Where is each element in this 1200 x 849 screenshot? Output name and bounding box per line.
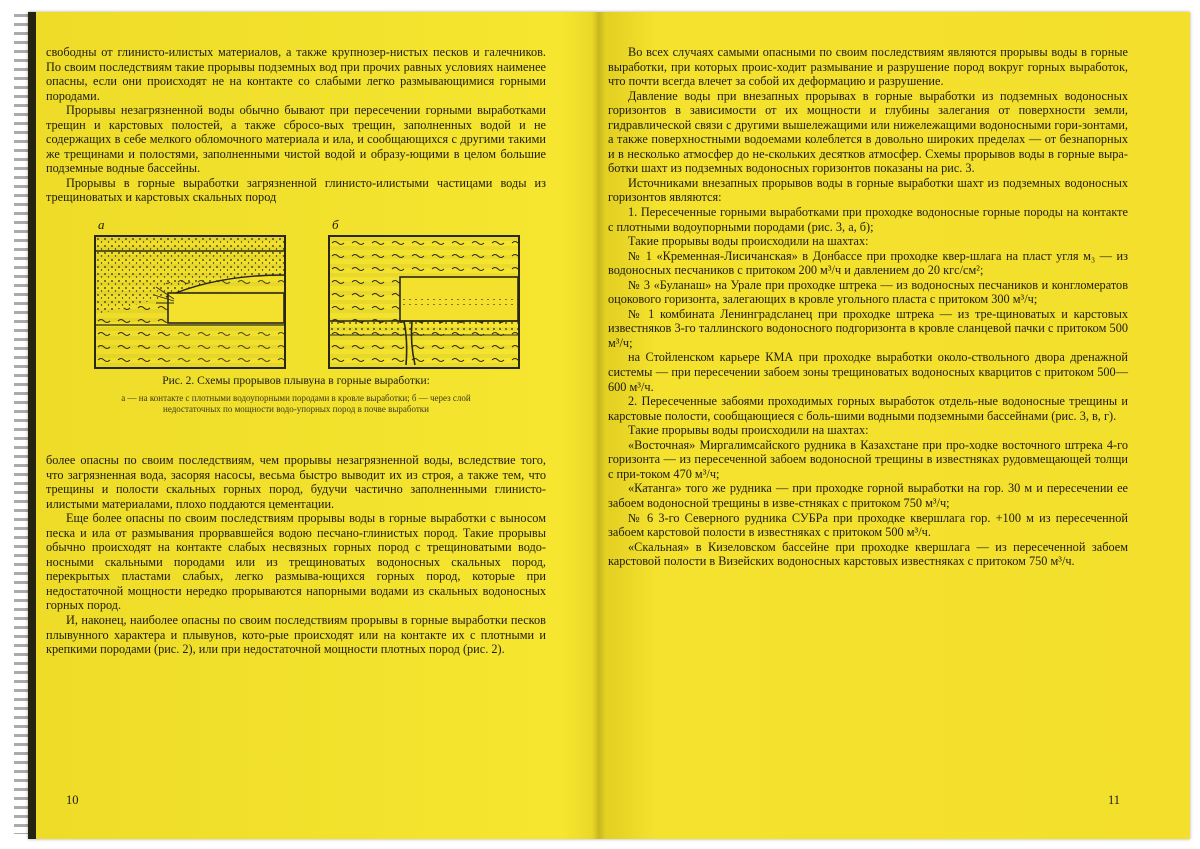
- right-text-block: [608, 45, 1128, 569]
- figure-caption-text: а — на контакте с плотными водоупорными породами в кровле выработки; б — через слой недостаточных по мощности водо-упорных пород в почве выработки: [121, 393, 471, 415]
- right-paragraph: «Восточная» Миргалимсайского рудника в Казахстане при про-ходке восточного штрека 4-го горизонта — из пересеченной забоем водоносной трещины в известняках рудовмещающей толщи с при-током 470 м³/ч;: [608, 437, 1128, 481]
- diagram-a: [96, 237, 284, 367]
- left-paragraph: И, наконец, наиболее опасны по своим последствиям прорывы в горные выработки песков плывунного характера и плывунов, кото-рые происходят или на контакте их с плотными и крепкими породами (рис. 2), или при недостаточной мощности плотных пород (рис. 2).: [46, 613, 546, 657]
- diagram-b: [330, 237, 518, 367]
- right-paragraph: Давление воды при внезапных прорывах в горные выработки из подземных водоносных горизонтов в зависимости от их мощности и глубины залегания от поверхности земли, гидравлической связи с другими вышележащими или нижележащими водоносными гори-зонтами, а также поверхностными водоемами колеблется в довольно широких пределах — от безнапорных и в несколько атмосфер до не-скольких десятков атмосфер. Схемы прорывов воды в горные выра-ботки шахт из подземных водоносных горизонтов показаны на рис. 3.: [608, 88, 1128, 176]
- right-paragraph: «Катанга» того же рудника — при проходке горной выработки на гор. 30 м и пересечении ее забоем водоносной трещины в изве-стняках с притоком 750 м³/ч;: [608, 481, 1128, 510]
- left-paragraph: более опасны по своим последствиям, чем прорывы незагрязненной воды, вследствие того, что загрязненная вода, засоряя насосы, весьма быстро выводит их из строя, а также тем, что трещины и полости скальных горных пород, будучи частично заполненными глинисто-илистыми материалами, плохо поддаются цементации.: [46, 453, 546, 511]
- left-page: [46, 45, 546, 825]
- page-edge-shadow: [28, 12, 36, 839]
- left-paragraph: Прорывы незагрязненной воды обычно бывают при пересечении горными выработками трещин и карстовых полостей, а также сбросо-вых трещин, заполненных водой и не содержащих в себе мелкого обломочного материала и ила, и сообщающихся с другими такими же трещинами и полостями, заполненными чистой водой и образу-ющими в целом большие подземные водные бассейны.: [46, 103, 546, 176]
- left-paragraph: Еще более опасны по своим последствиям прорывы воды в горные выработки с выносом песка и ила от размывания прорвавшейся водою песчано-глинистых пород. Такие прорывы обычно происходят на контакте слабых несвязных горных пород с трещиноватыми водо-носными скальными породами или из трещиноватых водоносных скальных пород, перекрытых пластами слабых, легко размыва-ющихся горных пород, которые при недостаточной мощности нередко прорываются напорными водами из скальных водоносных горных пород.: [46, 511, 546, 613]
- figure-label-a: а: [98, 217, 105, 233]
- figure-2: [46, 217, 546, 445]
- figure-caption-title: Рис. 2. Схемы прорывов плывуна в горные выработки:: [162, 375, 430, 388]
- right-paragraph: № 3 «Буланаш» на Урале при проходке штрека — из водоносных песчаников и конгломератов оцокового горизонта, залегающих в кровле угольного пласта с притоком 300 м³/ч;: [608, 277, 1128, 307]
- left-paragraph: Прорывы в горные выработки загрязненной глинисто-илистыми частицами воды из трещиноватых и карстовых скальных пород: [46, 175, 546, 205]
- right-paragraph: 2. Пересеченные забоями проходимых горных выработок отдель-ные водоносные трещины и карстовые полости, сообщающиеся с боль-шими водными подземными бассейнами (рис. 3, в, г).: [608, 394, 1128, 423]
- left-paragraph: свободны от глинисто-илистых материалов, а также крупнозер-нистых песков и галечников. По своим последствиям такие прорывы подземных вод при прочих равных условиях наименее опасны, если они происходят не на контакте со слабыми легко размывающимися горными породами.: [46, 45, 546, 103]
- figure-panel-a: [94, 235, 286, 369]
- right-paragraph: Такие прорывы воды происходили на шахтах:: [628, 234, 869, 249]
- right-paragraph: Такие прорывы воды происходили на шахтах:: [628, 423, 869, 438]
- right-paragraph: 1. Пересеченные горными выработками при проходке водоносные горные породы на контакте с плотными водоупорными породами (рис. 3, а, б);: [608, 205, 1128, 234]
- right-paragraph: Источниками внезапных прорывов воды в горные выработки шахт из подземных водоносных горизонтов являются:: [608, 175, 1128, 205]
- right-paragraph: № 6 3-го Северного рудника СУБРа при проходке квершлага гор. +100 м из пересеченной забоем карстовой полости в известняках с притоком 500 м³/ч.: [608, 510, 1128, 540]
- page-number-left: 10: [66, 793, 79, 807]
- right-paragraph: «Скальная» в Кизеловском бассейне при проходке квершлага — из пересеченной забоем карстовой полости в Визейских водоносных карстовых известняках с притоком 750 м³/ч.: [608, 539, 1128, 569]
- figure-caption: [46, 375, 546, 415]
- figure-panel-b: [328, 235, 520, 369]
- right-paragraph: Во всех случаях самыми опасными по своим последствиям являются прорывы воды в горные выработки, при которых проис-ходит размывание и разрушение пород вокруг горных выработок, что почти всегда влечет за собой их деформацию и разрушение.: [608, 45, 1128, 89]
- right-page: [608, 45, 1128, 825]
- binding-holes: [14, 14, 28, 834]
- right-paragraph: № 1 «Кременная-Лисичанская» в Донбассе при проходке квер-шлага на пласт угля м₃ — из водоносных песчаников с притоком 200 м³/ч и давлением до 20 кгс/см²;: [608, 248, 1128, 278]
- right-paragraph: № 1 комбината Ленинградсланец при проходке штрека — из тре-щиноватых и карстовых известняков 3-го таллинского водоносного подгоризонта в кровле сланцевой пачки с притоком 500 м³/ч;: [608, 306, 1128, 350]
- figure-label-b: б: [332, 217, 339, 233]
- book-gutter: [592, 12, 606, 839]
- right-paragraph: на Стойленском карьере КМА при проходке выработки около-ствольного двора дренажной системы — при пересечении забоем зоны трещиноватых водоносных кварцитов с притоком 500—600 м³/ч.: [608, 350, 1128, 394]
- page-number-right: 11: [1108, 793, 1121, 807]
